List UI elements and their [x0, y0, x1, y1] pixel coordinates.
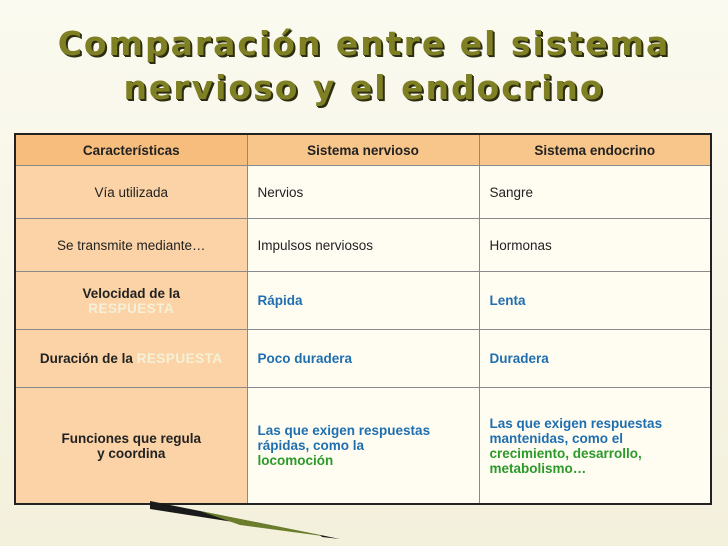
table-row [15, 166, 711, 219]
header-sistema-nervioso: Sistema nervioso [247, 134, 479, 166]
row-label-funciones-text-2: y coordina [97, 445, 166, 461]
respuesta-highlight: RESPUESTA [136, 351, 223, 366]
page-title [20, 22, 708, 110]
title-line-2: nervioso y el endocrino [123, 68, 605, 107]
table-row [15, 388, 711, 505]
header-caracteristicas: Características [15, 134, 247, 166]
row-label-velocidad-text: Velocidad de la [82, 285, 181, 301]
cell-nervioso-transmite: Impulsos nerviosos [247, 219, 479, 272]
comparison-table [14, 133, 712, 505]
row-label-transmite: Se transmite mediante… [15, 219, 247, 272]
cell-nervioso-funciones-text: Las que exigen respuestas rápidas, como la [257, 423, 431, 453]
row-label-duracion [15, 330, 247, 388]
cell-nervioso-funciones [247, 388, 479, 505]
table-row [15, 330, 711, 388]
cell-endocrino-duracion: Duradera [479, 330, 711, 388]
row-label-funciones [15, 388, 247, 505]
cell-nervioso-funciones-highlight: locomoción [257, 453, 334, 468]
header-sistema-endocrino: Sistema endocrino [479, 134, 711, 166]
cell-endocrino-funciones-text: Las que exigen respuestas mantenidas, como el [489, 415, 663, 446]
row-label-velocidad [15, 272, 247, 330]
respuesta-highlight: RESPUESTA [88, 300, 175, 316]
table-row [15, 219, 711, 272]
cell-nervioso-duracion: Poco duradera [247, 330, 479, 388]
title-line-1: Comparación entre el sistema [57, 24, 671, 63]
row-label-via: Vía utilizada [15, 166, 247, 219]
table-header-row [15, 134, 711, 166]
row-label-duracion-text: Duración de la [39, 351, 137, 366]
arrow-swoosh-icon [0, 497, 728, 546]
cell-endocrino-velocidad: Lenta [479, 272, 711, 330]
table-row [15, 272, 711, 330]
cell-nervioso-velocidad: Rápida [247, 272, 479, 330]
cell-endocrino-funciones-highlight: crecimiento, desarrollo, metabolismo… [489, 445, 642, 476]
cell-nervioso-via: Nervios [247, 166, 479, 219]
cell-endocrino-funciones [479, 388, 711, 505]
cell-endocrino-transmite: Hormonas [479, 219, 711, 272]
row-label-funciones-text: Funciones que regula [61, 430, 202, 446]
cell-endocrino-via: Sangre [479, 166, 711, 219]
